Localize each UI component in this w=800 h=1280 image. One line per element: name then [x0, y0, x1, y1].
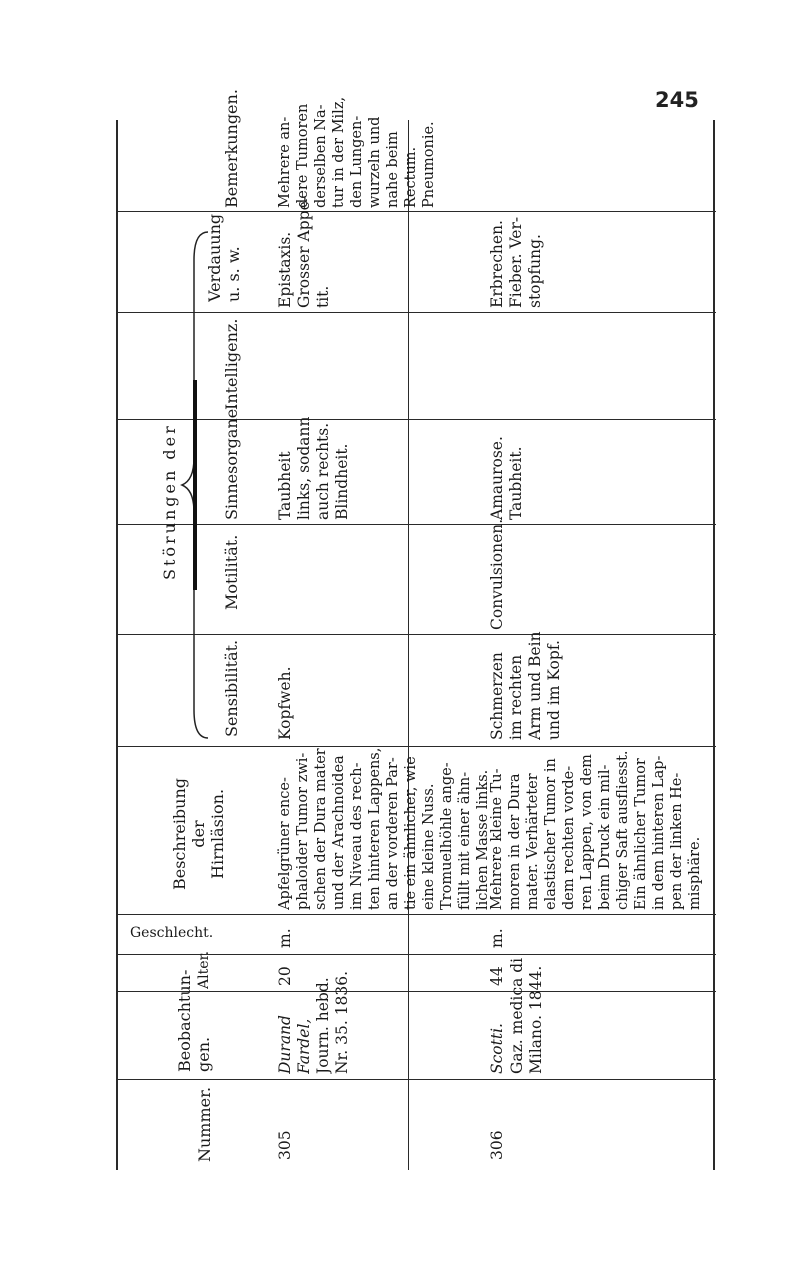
page-number: 245: [655, 88, 699, 112]
row-306-nummer: 306: [488, 1130, 506, 1160]
header-intelligenz: Intelligenz.: [222, 318, 241, 410]
header-alter: Alter.: [196, 950, 212, 989]
row-306-alter: 44: [488, 966, 506, 986]
col-divider: [116, 211, 716, 212]
row-305-geschlecht: m.: [276, 928, 294, 948]
row-306-geschlecht: m.: [488, 928, 506, 948]
row-306-verdauung: Erbrechen. Fieber. Ver- stopfung.: [488, 216, 544, 308]
header-verdauung: Verdauung u. s. w.: [205, 213, 243, 302]
header-beobachtungen: Beobachtun- gen.: [175, 969, 213, 1072]
table-bottom-rule: [713, 120, 715, 1170]
header-sensibilitaet: Sensibilität.: [222, 639, 241, 737]
row-305-bemerkungen: Mehrere an- dere Tumoren derselben Na- tur in der Milz, den Lungen- wurzeln und nahe beim Rectum. Pneumonie.: [277, 96, 437, 208]
row-305-verdauung: Epistaxis. Grosser Appe- tit.: [276, 196, 332, 308]
row-305-beschreibung: Apfelgrüner ence- phaloider Tumor zwi- schen der Dura mater und der Arachnoidea im Niveau des rech- ten hinteren Lappens, an der vorderen Par- tie ein ähnlicher, wie eine kleine Nuss. Tromuelhöhle ange- füllt mit einer ähn- lichen Masse links.: [277, 747, 491, 910]
row-306-motilitaet: Convulsionen.: [488, 518, 506, 630]
row-306-beschreibung: Mehrere kleine Tu- moren in der Dura mater. Verhärteter elastischer Tumor in dem rechten vorde- ren Lappen, von dem beim Druck ein mil- chiger Saft ausfliesst. Ein ähnlicher Tumor in dem hinteren Lap- pen der linken He- misphäre.: [489, 750, 703, 910]
row-305-sensibilitaet: Kopfweh.: [276, 666, 294, 740]
row-divider: [408, 120, 409, 1170]
header-stoerungen: Störungen der: [160, 423, 179, 580]
row-305-source: Journ. hebd. Nr. 35. 1836.: [314, 970, 351, 1074]
header-beschreibung: Beschreibung der Hirnläsion.: [170, 777, 227, 890]
row-305-authors: Durand Fardel,: [276, 1015, 313, 1074]
row-305-sinnesorgane: Taubheit links, sodann auch rechts. Blindheit.: [276, 416, 351, 520]
group-brace: [180, 230, 210, 740]
header-geschlecht: Geschlecht.: [130, 925, 214, 941]
col-divider: [116, 914, 716, 915]
row-306-source: Gaz. medica di Milano. 1844.: [508, 957, 545, 1074]
row-306-sensibilitaet: Schmerzen im rechten Arm und Bein und im Kopf.: [488, 631, 563, 740]
row-305-nummer: 305: [276, 1130, 294, 1160]
header-motilitaet: Motilität.: [222, 534, 241, 610]
row-306-sinnesorgane: Amaurose. Taubheit.: [488, 436, 525, 520]
header-sinnesorgane: Sinnesorgane.: [222, 403, 241, 520]
row-305-alter: 20: [276, 966, 294, 986]
header-nummer: Nummer.: [195, 1086, 214, 1162]
header-bemerkungen: Bemerkungen.: [222, 89, 241, 208]
table-top-rule: [116, 120, 118, 1170]
row-306-authors: Scotti.: [488, 1023, 506, 1074]
col-divider: [116, 1079, 716, 1080]
